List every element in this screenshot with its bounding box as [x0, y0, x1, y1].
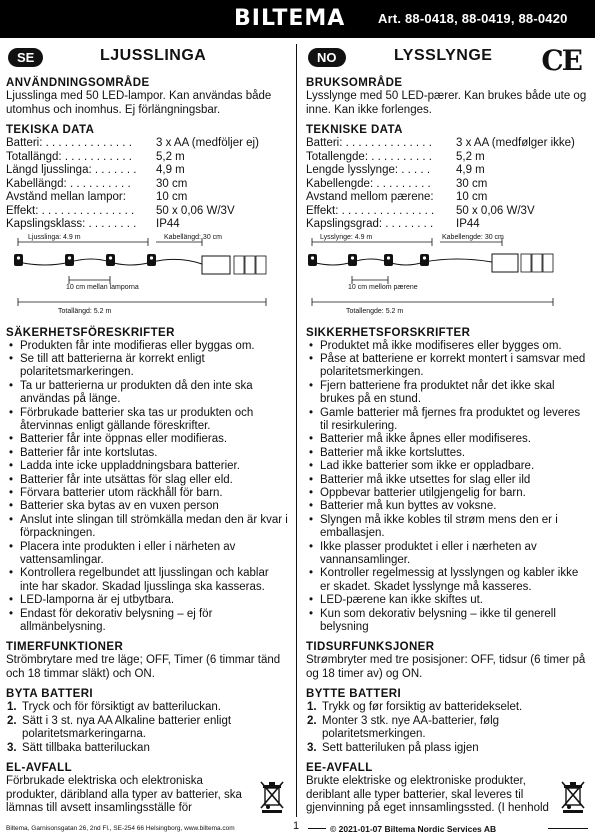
- spec-value: 50 x 0,06 W/3V: [156, 204, 235, 217]
- no-safety-heading: SIKKERHETSFORSKRIFTER: [306, 326, 471, 339]
- step-text: Trykk og før forsiktig av batteridekselet.: [322, 701, 523, 714]
- weee-bin-icon: [559, 779, 587, 813]
- copyright-notice: © 2021-01-07 Biltema Nordic Services AB: [330, 824, 497, 834]
- step-text: Monter 3 stk. nye AA-batterier, følg polaritetsmerkingen.: [322, 714, 500, 741]
- spec-row: [306, 205, 591, 219]
- spec-key: Kapslingsklass: . . . . . . . .: [6, 218, 137, 230]
- list-item: 3. Sätt tillbaka batteriluckan: [7, 741, 150, 754]
- swedish-column: [6, 46, 290, 816]
- step-text: Sätt i 3 st. nya AA Alkaline batterier enligt polaritetsmarkeringarna.: [22, 714, 232, 741]
- list-item: • Lad ikke batterier som ikke er oppladbare.: [306, 460, 591, 473]
- cable-length-label: Kabellängd: 30 cm: [164, 233, 222, 241]
- se-timer-text: Strömbrytare med tre läge; OFF, Timer (6 timmar tänd och 18 timmar släkt) och ON.: [6, 654, 281, 680]
- spec-value: 30 cm: [156, 177, 188, 190]
- weee-bin-icon: [258, 779, 286, 813]
- list-item: • Batterier må ikke utsettes for slag eller ild: [306, 474, 591, 487]
- list-item: • Produktet må ikke modifiseres eller bygges om.: [306, 340, 591, 353]
- se-timer-heading: TIMERFUNKTIONER: [6, 641, 124, 654]
- string-length-label: Ljusslinga: 4.9 m: [28, 233, 81, 241]
- light-string-illustration: [6, 234, 290, 320]
- no-lang-badge: NO: [308, 48, 346, 67]
- se-usage-text: Ljusslinga med 50 LED-lampor. Kan användas både utomhus och inomhus. Ej förlängningsbar.: [6, 90, 272, 116]
- spec-row: [6, 137, 290, 151]
- list-item: • Ikke plasser produktet i eller i nærheten av vannansamlinger.: [306, 541, 591, 568]
- spec-row: [306, 218, 591, 232]
- list-item: • Gamle batterier må fjernes fra produktet og leveres til resirkulering.: [306, 407, 591, 434]
- se-battery-steps: [6, 701, 290, 755]
- se-spec-list: [6, 137, 290, 232]
- step-text: Tryck och för försiktigt av batteriluckan.: [22, 701, 221, 714]
- list-item: • Förvara batterier utom räckhåll för barn.: [6, 487, 290, 500]
- list-item: • Kontroller regelmessig at lysslyngen og kabler ikke er skadet. Skadet lysslynge må kasseres.: [306, 567, 591, 594]
- spec-value: 5,2 m: [456, 150, 485, 163]
- spec-row: [6, 151, 290, 165]
- page-number: 1: [293, 820, 300, 832]
- spec-value: 10 cm: [456, 191, 488, 203]
- string-length-label: Lysslynge: 4.9 m: [320, 233, 373, 241]
- list-item: 2. Sätt i 3 st. nya AA Alkaline batterier enligt polaritetsmarkeringarna.: [7, 714, 232, 741]
- header-bar: [0, 0, 595, 38]
- no-tech-heading: TEKNISKE DATA: [306, 124, 403, 136]
- step-text: Sätt tillbaka batteriluckan: [22, 741, 150, 754]
- list-item: • Batterier får inte utsättas för slag eller eld.: [6, 474, 290, 487]
- no-usage-text: Lysslynge med 50 LED-pærer. Kan brukes både ute og inne. Kan ikke forlenges.: [306, 90, 587, 116]
- list-item: • LED-pærene kan ikke skiftes ut.: [306, 594, 591, 607]
- spec-value: 50 x 0,06 W/3V: [456, 204, 535, 217]
- no-spec-list: [306, 137, 591, 232]
- se-safety-heading: SÄKERHETSFÖRESKRIFTER: [6, 326, 175, 339]
- spec-row: [306, 191, 591, 205]
- se-battery-heading: BYTA BATTERI: [6, 688, 93, 701]
- spec-key: Effekt: . . . . . . . . . . . . . . .: [6, 204, 135, 217]
- no-safety-list: [306, 340, 591, 635]
- se-tech-heading: TEKISKA DATA: [6, 124, 95, 136]
- spec-row: [6, 218, 290, 232]
- se-light-string-diagram: [6, 234, 290, 320]
- list-item: 1. Trykk og før forsiktig av batteridekselet.: [307, 701, 523, 714]
- ce-mark-icon: CE: [541, 46, 581, 77]
- step-text: Sett batteriluken på plass igjen: [322, 741, 479, 754]
- spec-key: Batteri: . . . . . . . . . . . . . .: [306, 137, 432, 149]
- list-item: • Påse at batteriene er korrekt montert i samsvar med polaritetsmerkingen.: [306, 353, 591, 380]
- spec-value: 3 x AA (medföljer ej): [156, 137, 259, 149]
- se-lang-badge: SE: [8, 48, 43, 67]
- cable-length-label: Kabellengde: 30 cm: [442, 233, 504, 241]
- list-item: • Ladda inte icke uppladdningsbara batterier.: [6, 460, 290, 473]
- no-light-string-diagram: [306, 234, 591, 320]
- spec-value: IP44: [456, 218, 480, 230]
- list-item: • Batterier må ikke kortsluttes.: [306, 447, 591, 460]
- list-item: 1. Tryck och för försiktigt av batteriluckan.: [7, 701, 221, 714]
- spec-row: [6, 191, 290, 205]
- spec-row: [6, 164, 290, 178]
- no-usage-heading: BRUKSOMRÅDE: [306, 77, 403, 89]
- list-item: • Kontrollera regelbundet att ljusslingan och kablar inte har skador. Skadad ljusslinga ska kasseras.: [6, 567, 290, 594]
- list-item: • Batterier får inte öppnas eller modifieras.: [6, 433, 290, 446]
- list-item: • Oppbevar batterier utilgjengelig for barn.: [306, 487, 591, 500]
- spec-key: Kapslingsgrad: . . . . . . . .: [306, 218, 434, 230]
- list-item: • Anslut inte slingan till strömkälla medan den är kvar i förpackningen.: [6, 514, 290, 541]
- spec-value: 30 cm: [456, 177, 488, 190]
- no-battery-heading: BYTTE BATTERI: [306, 688, 402, 701]
- total-length-label: Totallengde: 5.2 m: [346, 307, 404, 315]
- spec-value: 4,9 m: [156, 164, 185, 176]
- list-item: • Slyngen må ikke kobles til strøm mens den er i emballasjen.: [306, 514, 591, 541]
- total-length-label: Totallängd: 5.2 m: [58, 307, 112, 315]
- spec-key: Totallängd: . . . . . . . . . . .: [6, 150, 132, 163]
- list-item: • Batterier må kun byttes av voksne.: [306, 500, 591, 513]
- se-usage-heading: ANVÄNDNINGSOMRÅDE: [6, 77, 150, 89]
- spec-row: [306, 137, 591, 151]
- spec-key: Effekt: . . . . . . . . . . . . . . .: [306, 204, 435, 217]
- spec-key: Batteri: . . . . . . . . . . . . . .: [6, 137, 132, 149]
- bulb-spacing-label: 10 cm mellom pærene: [348, 283, 418, 291]
- spec-key: Kabellängd: . . . . . . . . . .: [6, 177, 131, 190]
- brand-logo: BILTEMA: [234, 6, 346, 31]
- list-item: 2. Monter 3 stk. nye AA-batterier, følg polaritetsmerkingen.: [307, 714, 500, 741]
- no-waste-block: [306, 775, 591, 816]
- list-item: • Fjern batteriene fra produktet når det ikke skal brukes på en stund.: [306, 380, 591, 407]
- no-waste-heading: EE-AVFALL: [306, 762, 373, 775]
- no-waste-text: Brukte elektriske og elektroniske produkter, deriblant alle typer batterier, skal leveres til gjenvinning på eget innsamlingssted. (I henhold: [306, 775, 549, 815]
- spec-key: Totallengde: . . . . . . . . . .: [306, 150, 432, 163]
- article-numbers: Art. 88-0418, 88-0419, 88-0420: [378, 11, 568, 26]
- spec-value: 4,9 m: [456, 164, 485, 176]
- spec-row: [306, 178, 591, 192]
- list-item: • Ta ur batterierna ur produkten då den inte ska användas på länge.: [6, 380, 290, 407]
- se-title-row: [6, 46, 290, 70]
- se-product-title: LJUSSLINGA: [100, 47, 207, 64]
- list-item: • Placera inte produkten i eller i närheten av vattensamlingar.: [6, 541, 290, 568]
- no-battery-steps: [306, 701, 591, 755]
- spec-row: [306, 151, 591, 165]
- list-item: • Batterier ska bytas av en vuxen person: [6, 500, 290, 513]
- no-timer-heading: TIDSURFUNKSJONER: [306, 641, 435, 654]
- spec-key: Längd ljusslinga: . . . . . . .: [6, 164, 137, 176]
- spec-row: [6, 205, 290, 219]
- list-item: • Batterier får inte kortslutas.: [6, 447, 290, 460]
- list-item: • Se till att batterierna är korrekt enligt polaritetsmarkeringen.: [6, 353, 290, 380]
- se-waste-heading: EL-AVFALL: [6, 762, 72, 775]
- footer-rule-left: [308, 828, 326, 829]
- spec-key: Kabellengde: . . . . . . . . .: [306, 177, 431, 190]
- se-waste-text: Förbrukade elektriska och elektroniska produkter, däribland alla typer av batterier, ska lämnas till avsett insamlingsställe för: [6, 775, 242, 815]
- company-address: Biltema, Garnisonsgatan 26, 2nd Fl., SE-254 66 Helsingborg, www.biltema.com: [6, 825, 235, 832]
- se-waste-block: [6, 775, 290, 816]
- spec-value: IP44: [156, 218, 180, 230]
- norwegian-column: [306, 46, 591, 816]
- no-title-row: [306, 46, 591, 77]
- no-product-title: LYSSLYNGE: [394, 47, 493, 64]
- spec-value: 5,2 m: [156, 150, 185, 163]
- list-item: • Produkten får inte modifieras eller byggas om.: [6, 340, 290, 353]
- column-divider: [296, 44, 297, 817]
- spec-value: 10 cm: [156, 191, 188, 203]
- spec-value: 3 x AA (medfølger ikke): [456, 137, 575, 149]
- no-timer-text: Strømbryter med tre posisjoner: OFF, tidsur (6 timer på og 18 timer av) og ON.: [306, 654, 586, 680]
- bulb-spacing-label: 10 cm mellan lamporna: [66, 283, 139, 291]
- list-item: • Endast för dekorativ belysning – ej för allmänbelysning.: [6, 608, 290, 635]
- footer-rule-right: [548, 828, 588, 829]
- list-item: • LED-lamporna är ej utbytbara.: [6, 594, 290, 607]
- se-safety-list: [6, 340, 290, 635]
- spec-row: [6, 178, 290, 192]
- spec-key: Lengde lysslynge: . . . . .: [306, 164, 431, 176]
- spec-row: [306, 164, 591, 178]
- list-item: 3. Sett batteriluken på plass igjen: [307, 741, 479, 754]
- list-item: • Batterier må ikke åpnes eller modifiseres.: [306, 433, 591, 446]
- spec-key: Avstånd mellan lampor:: [6, 191, 126, 203]
- spec-key: Avstand mellom pærene:: [306, 191, 434, 203]
- list-item: • Förbrukade batterier ska tas ur produkten och återvinnas enligt gällande föreskrifter.: [6, 407, 290, 434]
- list-item: • Kun som dekorativ belysning – ikke til generell belysning: [306, 608, 591, 635]
